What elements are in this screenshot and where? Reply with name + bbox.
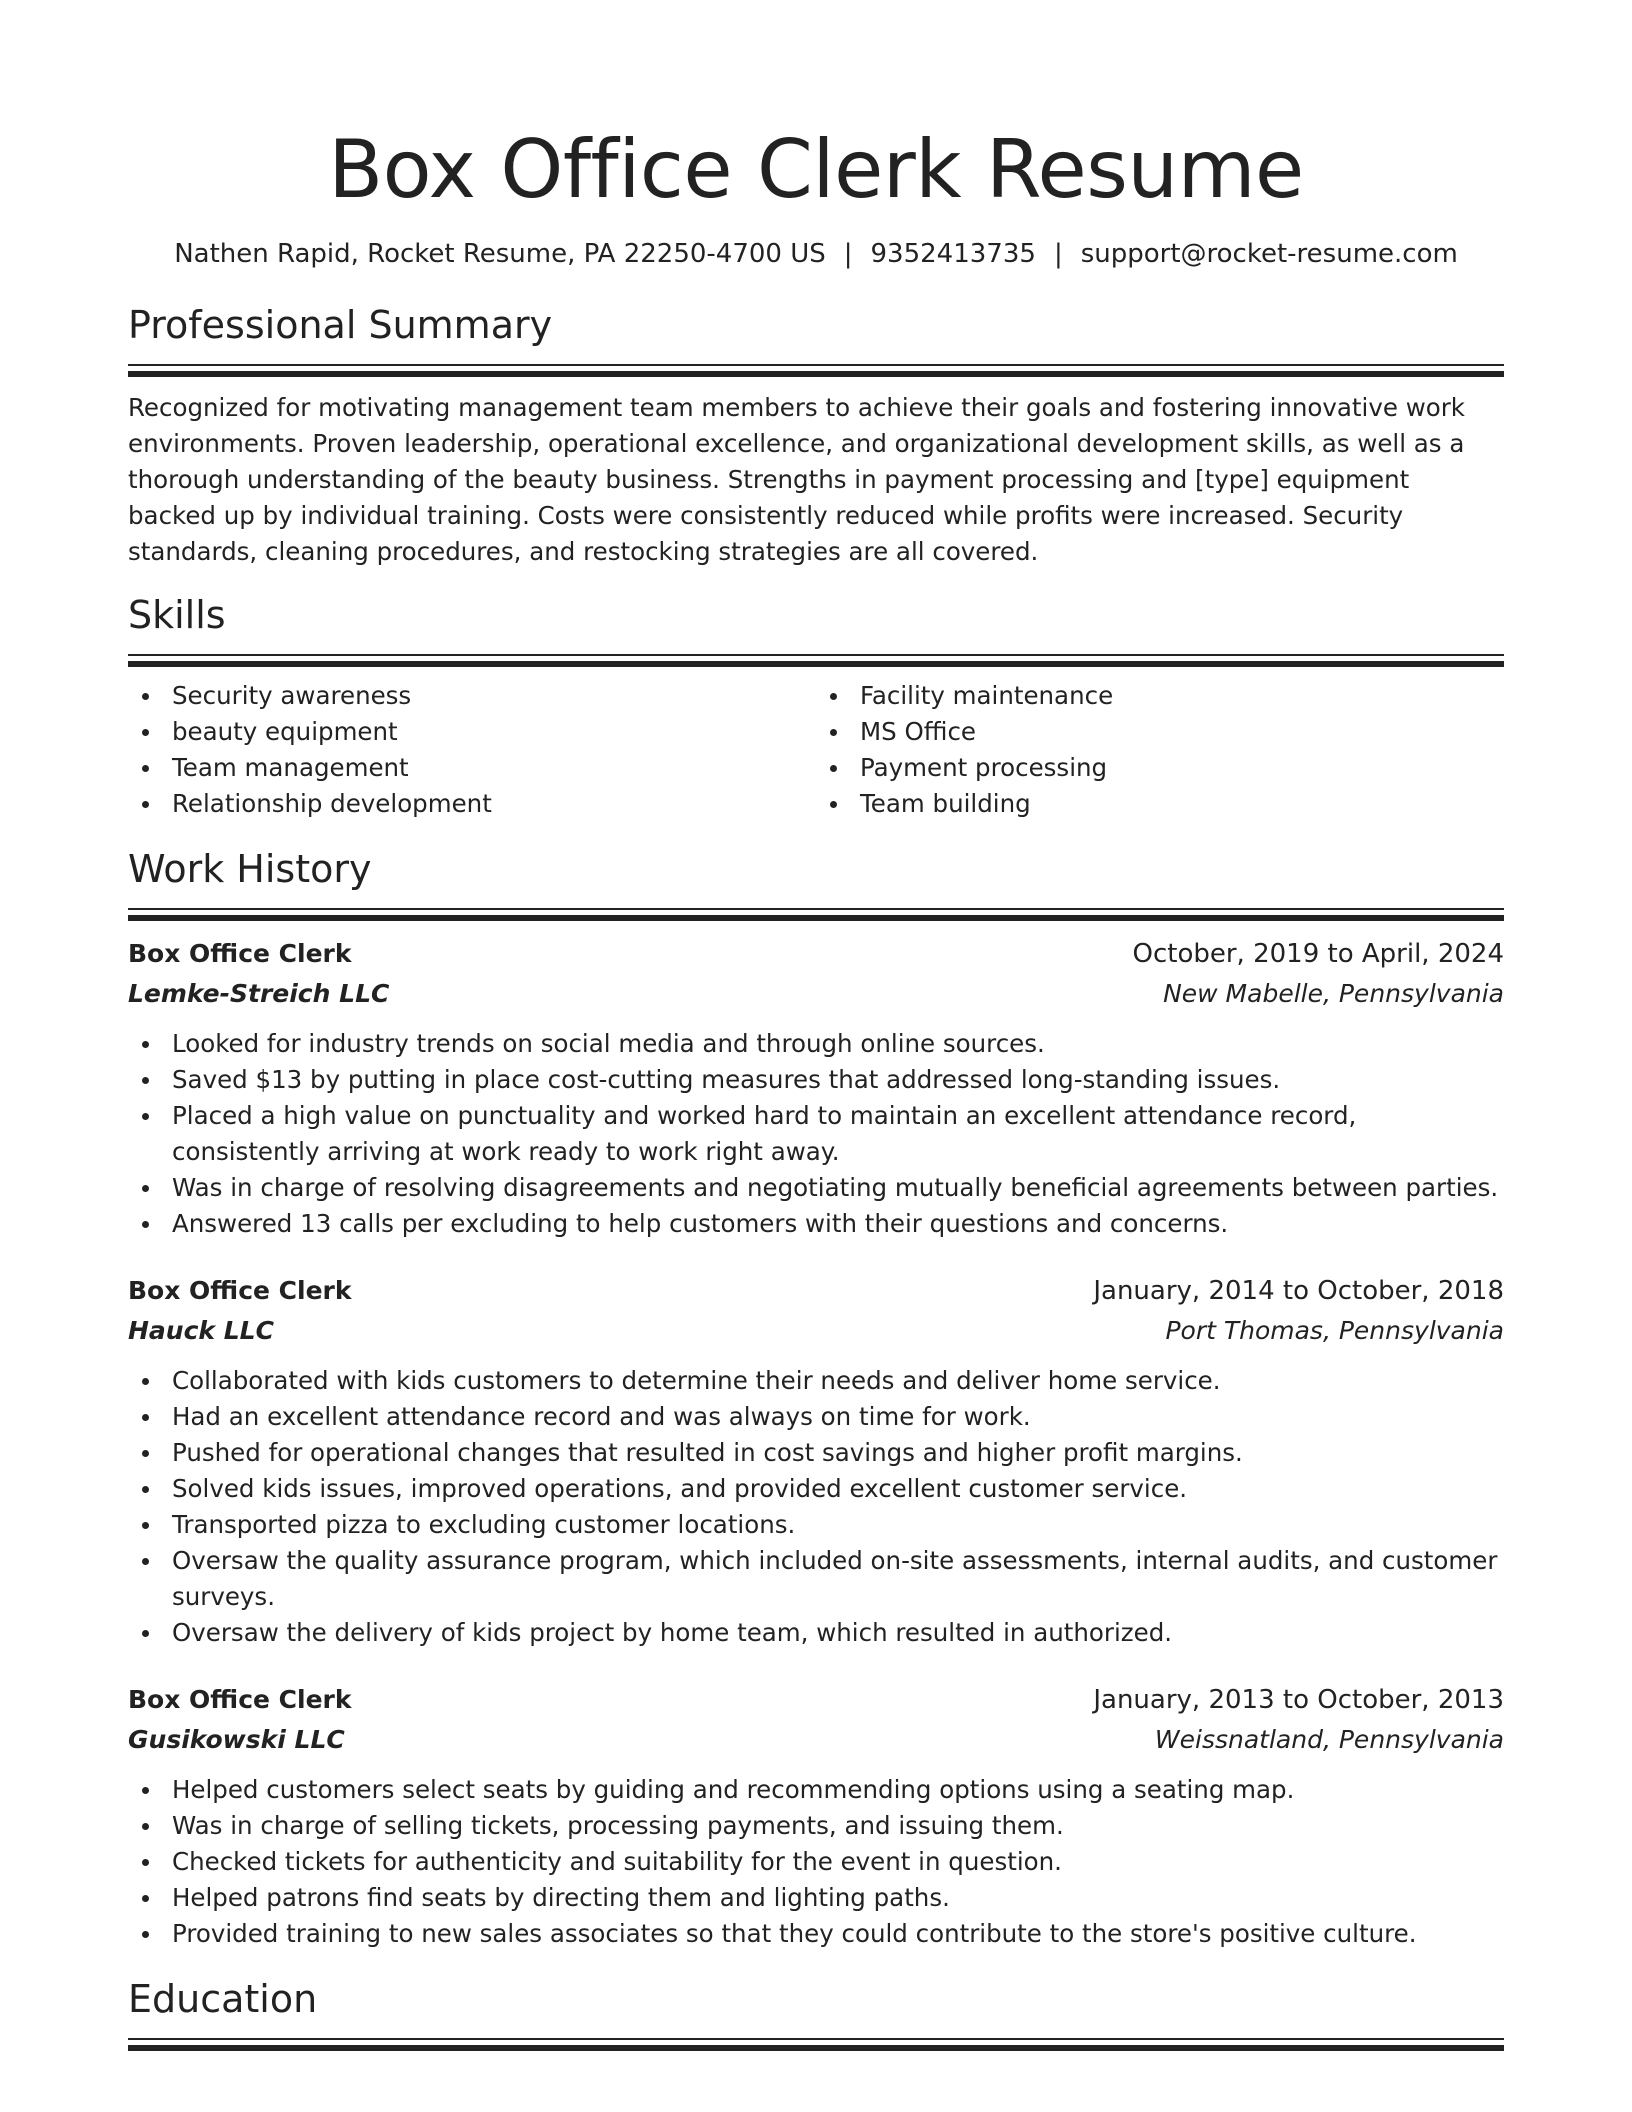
skill-item: Facility maintenance — [860, 678, 1504, 714]
contact-separator: | — [843, 239, 853, 269]
summary-heading: Professional Summary — [128, 303, 553, 347]
job-bullet: Oversaw the quality assurance program, which included on-site assessments, internal audits, and customer surveys. — [172, 1543, 1504, 1615]
job-entry — [128, 1273, 1504, 1651]
job-company: Hauck LLC — [128, 1316, 274, 1345]
job-title: Box Office Clerk — [128, 1685, 352, 1714]
job-subheader — [128, 976, 1504, 1012]
job-bullet: Checked tickets for authenticity and suitability for the event in question. — [172, 1844, 1504, 1880]
work-history-section — [128, 844, 1504, 1952]
skill-item: Relationship development — [172, 786, 816, 822]
job-bullet: Answered 13 calls per excluding to help customers with their questions and concerns. — [172, 1206, 1504, 1242]
contact-separator: | — [1053, 239, 1063, 269]
job-bullet: Was in charge of selling tickets, processing payments, and issuing them. — [172, 1808, 1504, 1844]
job-dates: October, 2019 to April, 2024 — [1132, 939, 1504, 969]
contact-email[interactable]: support@rocket-resume.com — [1080, 239, 1458, 269]
skills-heading: Skills — [128, 593, 226, 637]
section-divider — [128, 2038, 1504, 2050]
education-section — [128, 1974, 1504, 2050]
job-bullet: Oversaw the delivery of kids project by home team, which resulted in authorized. — [172, 1615, 1504, 1651]
job-header — [128, 936, 1504, 972]
job-bullet: Collaborated with kids customers to determine their needs and deliver home service. — [172, 1363, 1504, 1399]
job-company: Lemke-Streich LLC — [128, 979, 390, 1008]
job-entry — [128, 936, 1504, 1242]
skill-item: Payment processing — [860, 750, 1504, 786]
section-divider — [128, 364, 1504, 376]
skill-item: Team building — [860, 786, 1504, 822]
contact-line — [128, 236, 1504, 272]
skills-columns — [128, 678, 1504, 822]
skills-left-list — [128, 678, 816, 822]
skill-item: beauty equipment — [172, 714, 816, 750]
contact-phone: 9352413735 — [870, 239, 1036, 269]
section-divider — [128, 908, 1504, 920]
job-dates: January, 2014 to October, 2018 — [1093, 1276, 1504, 1306]
job-subheader — [128, 1313, 1504, 1349]
resume-page — [128, 0, 1504, 2050]
job-title: Box Office Clerk — [128, 1276, 352, 1305]
job-bullet: Was in charge of resolving disagreements and negotiating mutually beneficial agreements between parties. — [172, 1170, 1504, 1206]
skill-item: Team management — [172, 750, 816, 786]
job-bullet: Looked for industry trends on social media and through online sources. — [172, 1026, 1504, 1062]
job-bullets — [128, 1026, 1504, 1242]
job-company: Gusikowski LLC — [128, 1725, 345, 1754]
job-bullet: Had an excellent attendance record and was always on time for work. — [172, 1399, 1504, 1435]
section-divider — [128, 654, 1504, 666]
job-dates: January, 2013 to October, 2013 — [1093, 1685, 1504, 1715]
job-header — [128, 1682, 1504, 1718]
contact-address: Nathen Rapid, Rocket Resume, PA 22250-4700 US — [174, 239, 826, 269]
job-bullets — [128, 1772, 1504, 1952]
skills-right-list — [816, 678, 1504, 822]
education-heading: Education — [128, 1977, 318, 2021]
job-bullet: Saved $13 by putting in place cost-cutting measures that addressed long-standing issues. — [172, 1062, 1504, 1098]
job-bullet: Solved kids issues, improved operations, and provided excellent customer service. — [172, 1471, 1504, 1507]
summary-text: Recognized for motivating management team members to achieve their goals and fostering innovative work environments. Proven leadership, operational excellence, and organizational development skills, as well as a thorough understanding of the beauty business. Strengths in payment processing and [type] equipment backed up by individual training. Costs were consistently reduced while profits were increased. Security standards, cleaning procedures, and restocking strategies are all covered. — [128, 393, 1465, 566]
job-header — [128, 1273, 1504, 1309]
job-bullet: Pushed for operational changes that resulted in cost savings and higher profit margins. — [172, 1435, 1504, 1471]
job-location: New Mabelle, Pennsylvania — [1163, 979, 1504, 1008]
job-bullet: Transported pizza to excluding customer locations. — [172, 1507, 1504, 1543]
job-bullet: Helped customers select seats by guiding and recommending options using a seating map. — [172, 1772, 1504, 1808]
summary-section — [128, 300, 1504, 570]
skill-item: MS Office — [860, 714, 1504, 750]
job-location: Port Thomas, Pennsylvania — [1165, 1316, 1504, 1345]
job-title: Box Office Clerk — [128, 939, 352, 968]
job-location: Weissnatland, Pennsylvania — [1154, 1725, 1504, 1754]
job-bullets — [128, 1363, 1504, 1651]
work-history-heading: Work History — [128, 847, 372, 891]
job-bullet: Provided training to new sales associates so that they could contribute to the store's positive culture. — [172, 1916, 1504, 1952]
skills-section — [128, 590, 1504, 822]
job-bullet: Helped patrons find seats by directing them and lighting paths. — [172, 1880, 1504, 1916]
job-entry — [128, 1682, 1504, 1952]
page-title: Box Office Clerk Resume — [328, 123, 1304, 216]
skill-item: Security awareness — [172, 678, 816, 714]
job-bullet: Placed a high value on punctuality and worked hard to maintain an excellent attendance record, consistently arriving at work ready to work right away. — [172, 1098, 1504, 1170]
job-subheader — [128, 1722, 1504, 1758]
